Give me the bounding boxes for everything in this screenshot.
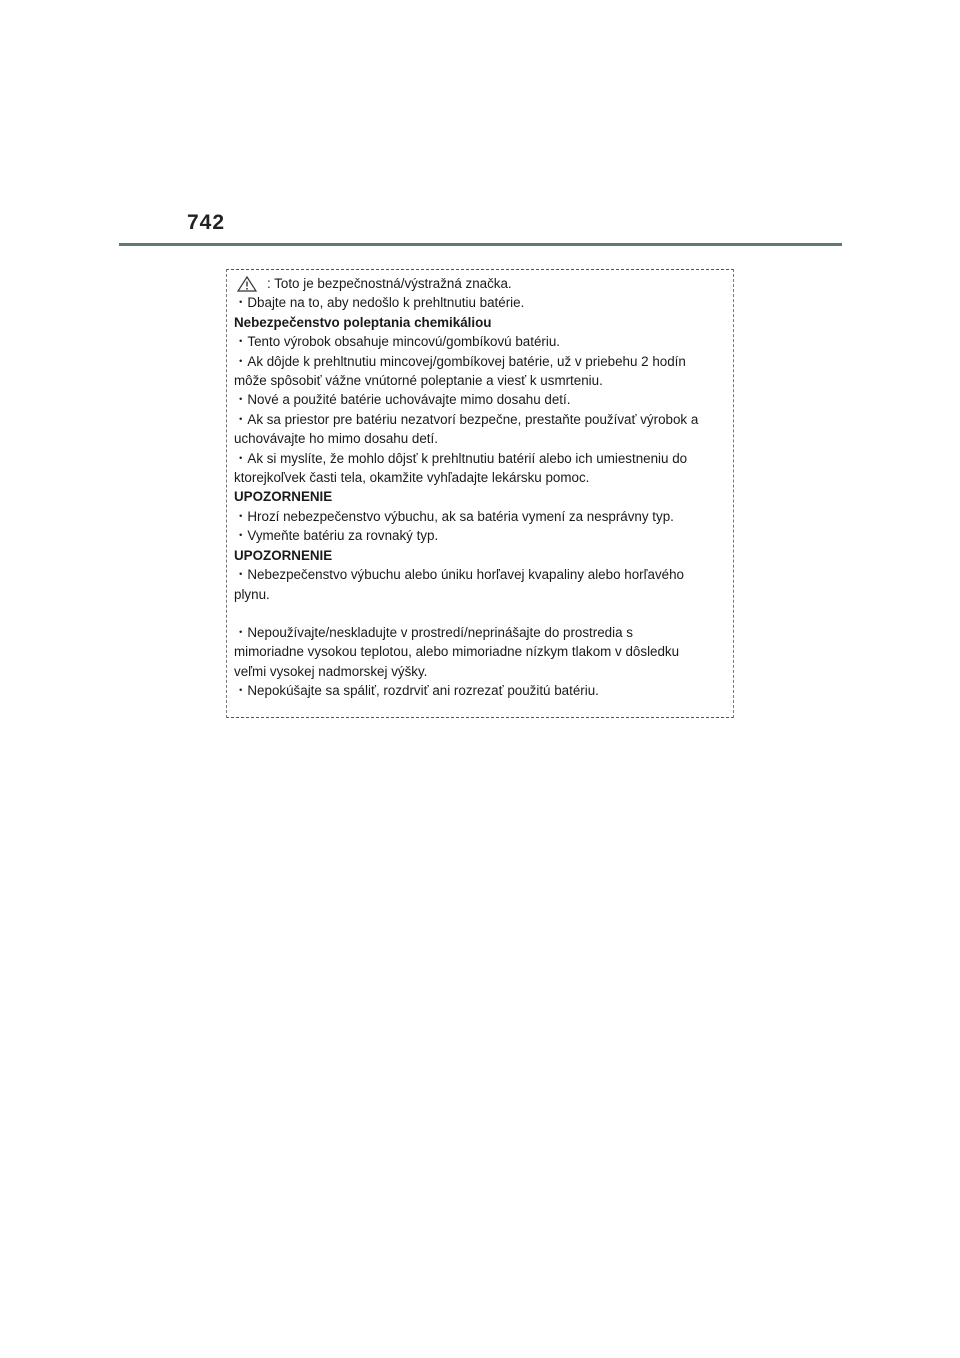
symbol-explanation-line [234,274,724,293]
page-number: 742 [187,211,226,234]
section-heading-chemical-burn: Nebezpečenstvo poleptania chemikáliou [234,314,492,330]
bullet-line: ・Ak si myslíte, že mohlo dôjsť k prehltnutiu batérií alebo ich umiestneniu do [234,450,688,466]
continuation-line: uchovávajte ho mimo dosahu detí. [234,431,438,447]
warning-text-block [234,274,724,701]
bullet-line: ・Nepokúšajte sa spáliť, rozdrviť ani rozrezať použitú batériu. [234,683,599,699]
bullet-line: ・Ak dôjde k prehltnutiu mincovej/gombíkovej batérie, už v priebehu 2 hodín [234,353,686,369]
bullet-line: ・Vymeňte batériu za rovnaký typ. [234,528,439,544]
paragraph-gap [234,604,724,623]
bullet-line: ・Ak sa priestor pre batériu nezatvorí bezpečne, prestaňte používať výrobok a [234,411,699,427]
section-heading-caution: UPOZORNENIE [234,547,333,563]
symbol-explanation-text: : Toto je bezpečnostná/výstražná značka. [267,276,512,291]
bullet-line: ・Nebezpečenstvo výbuchu alebo úniku horľavej kvapaliny alebo horľavého [234,567,684,583]
bullet-line: ・Dbajte na to, aby nedošlo k prehltnutiu batérie. [234,295,525,311]
bullet-line: ・Tento výrobok obsahuje mincovú/gombíkovú batériu. [234,334,561,350]
continuation-line: veľmi vysokej nadmorskej výšky. [234,663,428,679]
bullet-line: ・Hrozí nebezpečenstvo výbuchu, ak sa batéria vymení za nesprávny typ. [234,508,674,524]
continuation-line: ktorejkoľvek časti tela, okamžite vyhľadajte lekársku pomoc. [234,470,590,486]
continuation-line: plynu. [234,586,270,602]
bullet-line: ・Nové a použité batérie uchovávajte mimo dosahu detí. [234,392,571,408]
bullet-line: ・Nepoužívajte/neskladujte v prostredí/neprinášajte do prostredia s [234,624,633,640]
continuation-line: môže spôsobiť vážne vnútorné poleptanie a viesť k usmrteniu. [234,373,603,389]
section-heading-caution: UPOZORNENIE [234,489,333,505]
header-divider [119,243,842,246]
warning-triangle-icon [237,276,257,292]
continuation-line: mimoriadne vysokou teplotou, alebo mimoriadne nízkym tlakom v dôsledku [234,644,680,660]
battery-warning-box [226,269,734,718]
